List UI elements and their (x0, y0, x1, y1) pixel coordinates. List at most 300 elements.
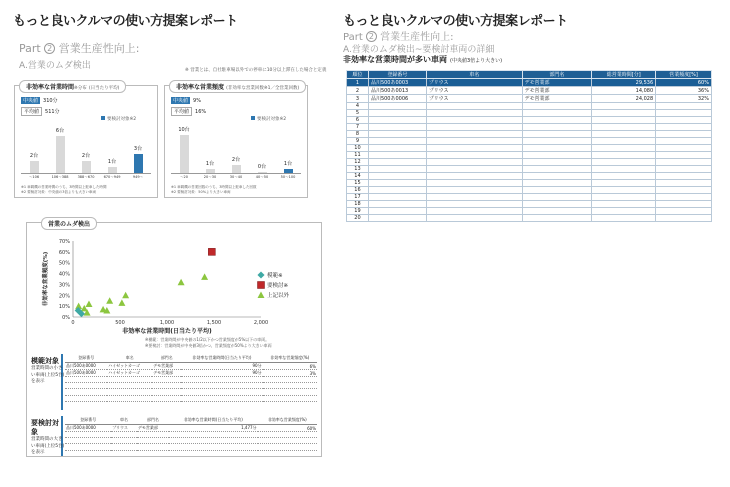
median-value: 310分 (43, 98, 58, 104)
table-cell: ハイゼットカーゴ (107, 370, 152, 377)
point-2-8 (122, 292, 129, 299)
table-cell (368, 208, 426, 215)
bar-1 (56, 136, 65, 173)
table-cell (592, 138, 656, 145)
table-cell: 14 (347, 173, 369, 180)
table-cell (368, 152, 426, 159)
bar-label-2: 2台 (81, 152, 91, 159)
table-cell (592, 173, 656, 180)
table-cell: デモ営業部 (137, 425, 169, 432)
table-row (347, 187, 712, 194)
table-cell (592, 215, 656, 222)
table-cell (522, 187, 592, 194)
table-cell (656, 110, 712, 117)
y-tick-4: 40% (58, 271, 70, 278)
table-cell (426, 117, 522, 124)
table-cell (592, 152, 656, 159)
table-cell (368, 117, 426, 124)
bar-label-1: 6台 (55, 127, 65, 134)
category-label-0: 〜106 (28, 175, 40, 179)
bar-0 (30, 161, 39, 173)
table-cell (592, 208, 656, 215)
table-row (347, 138, 712, 145)
y-tick-1: 10% (58, 304, 70, 311)
part-number: 2 (44, 43, 55, 54)
ranking-header-0: 順位 (347, 71, 369, 79)
review-section-label (31, 419, 65, 457)
ranking-table (346, 70, 712, 222)
ranking-header-3: 部門名 (522, 71, 592, 79)
card2-note-2: ※2 要検討対象：50%より大きい車両 (171, 190, 231, 194)
table-cell: 3 (347, 95, 369, 103)
left-part-heading (19, 40, 139, 56)
table-row (347, 87, 712, 95)
legend-swatch (251, 116, 255, 120)
card2-note-1: ※1 車載機の営業回数のうち、3時間以上駐車した回数 (171, 185, 257, 189)
y-tick-0: 0% (62, 315, 70, 321)
table-row (347, 79, 712, 87)
bar-4 (134, 154, 143, 173)
table-cell (656, 152, 712, 159)
y-tick-2: 20% (58, 293, 70, 300)
table-row (65, 444, 317, 450)
legend-marker-2 (258, 292, 265, 299)
definition-note: ※ 営業とは、自社駐車場以外での停車に10分以上滞在した場合と定義 (185, 68, 327, 73)
table-row (65, 395, 317, 401)
table-cell (426, 131, 522, 138)
table-cell (592, 180, 656, 187)
table-cell: プリウス (111, 425, 137, 432)
table-cell (592, 145, 656, 152)
x-tick-4: 2,000 (253, 320, 269, 326)
median-tag: 中央値 (173, 98, 189, 104)
card1-header (19, 80, 126, 93)
legend-marker-1 (258, 282, 265, 289)
table-cell (656, 173, 712, 180)
legend-label-0: 模範※ (267, 273, 283, 279)
table-cell (522, 180, 592, 187)
table-cell: 10 (347, 145, 369, 152)
right-section-title: A.営業のムダ検出~要検討車両の詳細 (343, 45, 495, 55)
table-cell (522, 110, 592, 117)
bar-label-0: 2台 (29, 152, 39, 159)
table-cell (368, 138, 426, 145)
table-cell (522, 166, 592, 173)
table-row (347, 145, 712, 152)
table-cell (656, 103, 712, 110)
list-header-1: 車名 (111, 416, 137, 425)
table-cell: 6 (347, 117, 369, 124)
list-header-3: 非効率な営業時間(日当たり平均) (181, 354, 262, 363)
bar-label-1: 1台 (205, 161, 215, 168)
table-row (65, 363, 317, 370)
table-cell (592, 187, 656, 194)
table-cell: 17 (347, 194, 369, 201)
part-number: 2 (366, 31, 377, 42)
bar-3 (108, 167, 117, 173)
table-cell (656, 145, 712, 152)
list-header-4: 非効率な営業頻度(%) (263, 354, 317, 363)
table-cell (263, 395, 317, 401)
card2-categories (171, 175, 301, 181)
bar-label-2: 2台 (231, 157, 241, 164)
point-2-10 (201, 273, 208, 280)
operating-frequency-card (164, 85, 308, 198)
y-tick-7: 70% (58, 239, 70, 245)
table-row (347, 95, 712, 103)
table-cell: 19 (347, 208, 369, 215)
table-cell (656, 138, 712, 145)
table-cell (426, 103, 522, 110)
model-list (65, 354, 317, 402)
table-cell (656, 215, 712, 222)
table-cell (368, 159, 426, 166)
table-cell (522, 194, 592, 201)
table-row (347, 201, 712, 208)
table-cell (592, 110, 656, 117)
table-cell (656, 131, 712, 138)
table-cell (426, 187, 522, 194)
table-cell (522, 208, 592, 215)
review-section-desc: 営業時間の大きい車両(上位5台)を表示 (31, 437, 65, 455)
table-cell (181, 395, 262, 401)
list-header-0: 登録番号 (65, 416, 111, 425)
bar-label-4: 3台 (133, 146, 143, 153)
model-table (65, 354, 317, 402)
table-row (347, 152, 712, 159)
right-part-heading (343, 28, 454, 43)
table-cell (522, 201, 592, 208)
table-cell (368, 166, 426, 173)
ranking-header-row (347, 71, 712, 79)
table-cell (368, 124, 426, 131)
card2-average (171, 107, 206, 116)
table-row (65, 370, 317, 377)
x-axis-label: 非効率な営業時間(日当たり平均) (122, 328, 212, 335)
table-cell (152, 395, 181, 401)
table-cell (522, 138, 592, 145)
right-report-title: もっと良いクルマの使い方提案レポート (343, 14, 568, 29)
table-cell (592, 159, 656, 166)
category-label-1: 20〜30 (203, 175, 217, 179)
table-cell: デモ営業部 (522, 95, 592, 103)
table-row (347, 103, 712, 110)
table-cell: 品川500あ0006 (368, 95, 426, 103)
part-label: Part (19, 42, 41, 55)
category-label-3: 40〜50 (255, 175, 269, 179)
left-report-title: もっと良いクルマの使い方提案レポート (13, 14, 238, 29)
table-cell (426, 208, 522, 215)
table-cell (426, 194, 522, 201)
scatter-note-1: ※模範：営業時間が中央値の1/2以下かつ営業頻度が5%以下の車両。 (145, 337, 270, 342)
table-cell (656, 166, 712, 173)
list-header-2: 部門名 (152, 354, 181, 363)
card1-average (21, 107, 60, 116)
table-row (65, 425, 317, 432)
scatter-chart (27, 229, 321, 339)
table-cell: 60% (258, 425, 317, 432)
list-header-1: 車名 (107, 354, 152, 363)
ranking-header-2: 車名 (426, 71, 522, 79)
table-cell (426, 215, 522, 222)
left-section-title: A.営業のムダ検出 (19, 61, 91, 71)
table-row (347, 117, 712, 124)
table-cell (368, 187, 426, 194)
bar-1 (206, 169, 215, 173)
table-cell: 13 (347, 166, 369, 173)
table-cell (656, 194, 712, 201)
model-section-title: 模範対象 (31, 357, 59, 365)
ranking-header-4: 総営業時間[分] (592, 71, 656, 79)
table-cell (522, 103, 592, 110)
table-cell (522, 117, 592, 124)
list-header-2: 部門名 (137, 416, 169, 425)
model-section-desc: 営業時間の小さい車両(上位5台)を表示 (31, 366, 65, 384)
point-2-9 (178, 279, 185, 286)
table-cell: 12 (347, 159, 369, 166)
table-cell: 11 (347, 152, 369, 159)
table-cell (368, 180, 426, 187)
bar-label-3: 0台 (257, 164, 267, 170)
y-tick-6: 60% (58, 249, 70, 256)
table-cell: 8 (347, 131, 369, 138)
table-cell: デモ営業部 (152, 363, 181, 370)
table-cell (368, 145, 426, 152)
category-label-2: 30〜40 (229, 175, 243, 179)
part-label: Part (343, 32, 363, 43)
table-cell (656, 187, 712, 194)
table-cell: デモ営業部 (522, 87, 592, 95)
table-cell: 1,477分 (169, 425, 258, 432)
card1-subtitle: (日当たり平均) (88, 86, 120, 91)
list-header-row (65, 354, 317, 363)
category-label-4: 50〜100 (280, 175, 296, 179)
table-cell: プリウス (426, 95, 522, 103)
ranking-title-note: (中央値3倍より大きい) (450, 58, 503, 64)
table-cell: デモ営業部 (522, 79, 592, 87)
card1-median (21, 97, 58, 104)
table-cell: 3% (263, 370, 317, 377)
point-2-7 (118, 299, 125, 306)
table-cell: プリウス (426, 79, 522, 87)
table-cell (426, 124, 522, 131)
table-cell: 15 (347, 180, 369, 187)
table-cell (522, 159, 592, 166)
table-cell: プリウス (426, 87, 522, 95)
table-cell (522, 152, 592, 159)
card1-bar-plot (21, 126, 151, 174)
card1-title-suffix: ※分布 (74, 86, 87, 91)
card1-note-1: ※1 車載機の営業時間のうち、3時間以上駐車した時間 (21, 185, 107, 189)
table-cell: 品川500あ0000 (65, 370, 107, 377)
list-header-0: 登録番号 (65, 354, 107, 363)
ranking-table-wrap (346, 70, 712, 222)
table-cell (107, 395, 152, 401)
table-cell: 18 (347, 201, 369, 208)
table-cell (522, 131, 592, 138)
table-cell (368, 201, 426, 208)
table-cell (592, 194, 656, 201)
median-tag: 中央値 (23, 98, 39, 104)
average-tag: 平均値 (21, 107, 42, 116)
list-header-row (65, 416, 317, 425)
card1-legend-label: 要検討対象※2 (107, 117, 137, 122)
table-cell (258, 444, 317, 450)
table-cell (656, 159, 712, 166)
table-cell (592, 103, 656, 110)
table-cell (522, 145, 592, 152)
bar-4 (284, 169, 293, 173)
table-cell: 品川500あ0013 (368, 87, 426, 95)
table-row (347, 166, 712, 173)
table-row (347, 194, 712, 201)
table-cell (65, 444, 111, 450)
table-row (347, 215, 712, 222)
table-row (347, 131, 712, 138)
table-cell (65, 395, 107, 401)
card2-title: 非効率な営業頻度 (176, 84, 225, 91)
table-cell: 14,080 (592, 87, 656, 95)
table-cell: 1 (347, 79, 369, 87)
table-cell: 品川500あ0000 (65, 363, 107, 370)
part-title: 営業生産性向上: (380, 32, 454, 43)
ranking-header-5: 営業頻度[%] (656, 71, 712, 79)
review-table (65, 416, 317, 451)
point-2-6 (106, 297, 113, 304)
table-cell (426, 159, 522, 166)
table-cell (656, 117, 712, 124)
review-list (65, 416, 317, 451)
legend-label-2: 上記以外 (267, 293, 290, 299)
y-tick-3: 30% (58, 282, 70, 289)
bar-2 (232, 165, 241, 173)
table-cell: 24,028 (592, 95, 656, 103)
table-row (347, 208, 712, 215)
ranking-table-title (343, 54, 502, 65)
card2-median (171, 97, 201, 104)
table-cell: 6% (263, 363, 317, 370)
x-tick-1: 500 (115, 320, 125, 326)
y-axis-label: 非効率な営業頻度(%) (43, 251, 49, 307)
table-cell (592, 166, 656, 173)
bar-label-4: 1台 (283, 161, 293, 168)
table-cell (656, 124, 712, 131)
card1-legend (101, 116, 136, 122)
card2-header (169, 80, 306, 93)
category-label-3: 670〜949 (103, 175, 121, 179)
table-cell (522, 215, 592, 222)
table-cell: 4 (347, 103, 369, 110)
average-value: 511分 (45, 109, 60, 115)
waste-detection-card (26, 222, 322, 457)
table-cell: 29,536 (592, 79, 656, 87)
table-cell (426, 201, 522, 208)
card1-categories (21, 175, 151, 181)
table-cell: 36% (656, 87, 712, 95)
table-cell (368, 194, 426, 201)
point-2-3 (85, 300, 92, 307)
table-cell (426, 110, 522, 117)
category-label-1: 106〜388 (51, 175, 69, 179)
table-cell: 9 (347, 138, 369, 145)
category-label-4: 949〜 (132, 175, 144, 179)
table-cell (656, 201, 712, 208)
table-cell: 20 (347, 215, 369, 222)
table-cell: 60% (656, 79, 712, 87)
table-cell: 90分 (181, 363, 262, 370)
table-row (347, 124, 712, 131)
average-value: 16% (195, 109, 207, 115)
table-cell (426, 138, 522, 145)
table-cell (592, 201, 656, 208)
y-tick-5: 50% (58, 260, 70, 267)
bar-3 (258, 172, 267, 173)
table-cell: ハイゼットカーゴ (107, 363, 152, 370)
bar-label-0: 10台 (178, 127, 190, 133)
bar-0 (180, 135, 189, 173)
table-cell (656, 180, 712, 187)
x-tick-2: 1,000 (159, 320, 175, 326)
category-label-2: 388〜670 (77, 175, 95, 179)
table-cell (368, 103, 426, 110)
category-label-0: 〜20 (180, 175, 188, 179)
operating-time-card (14, 85, 158, 198)
table-cell: デモ営業部 (152, 370, 181, 377)
table-cell (111, 444, 137, 450)
ranking-title-text: 非効率な営業時間が多い車両 (343, 55, 447, 64)
table-cell (592, 124, 656, 131)
table-cell: 品川500あ0000 (65, 425, 111, 432)
legend-label-1: 要検討※ (267, 283, 289, 289)
card1-title: 非効率な営業時間 (26, 84, 75, 91)
table-cell (656, 208, 712, 215)
legend-swatch (101, 116, 105, 120)
table-cell (137, 444, 169, 450)
table-cell: 5 (347, 110, 369, 117)
legend-marker-0 (257, 271, 264, 278)
table-cell: 品川500あ0003 (368, 79, 426, 87)
table-cell (522, 124, 592, 131)
x-tick-3: 1,500 (206, 320, 222, 326)
table-cell (426, 145, 522, 152)
table-cell (426, 152, 522, 159)
table-cell: 32% (656, 95, 712, 103)
table-cell (592, 117, 656, 124)
table-cell (368, 215, 426, 222)
table-cell (426, 166, 522, 173)
table-cell: 2 (347, 87, 369, 95)
table-cell (522, 173, 592, 180)
part-title: 営業生産性向上: (58, 42, 140, 55)
card2-bar-plot (171, 126, 301, 174)
table-cell (426, 180, 522, 187)
point-1-0 (208, 248, 215, 255)
table-cell (368, 131, 426, 138)
scatter-note-2: ※要検討：営業時間が中央値3倍かつ、営業頻度が50%より大きい車両 (145, 343, 272, 348)
list-header-4: 非効率な営業頻度(%) (258, 416, 317, 425)
model-section-label (31, 357, 65, 386)
table-cell: 7 (347, 124, 369, 131)
x-tick-0: 0 (71, 320, 75, 326)
card2-legend (251, 116, 286, 122)
table-cell (169, 444, 258, 450)
table-row (347, 180, 712, 187)
median-value: 9% (193, 98, 201, 104)
table-cell (592, 131, 656, 138)
table-row (347, 110, 712, 117)
list-header-3: 非効率な営業時間(日当たり平均) (169, 416, 258, 425)
table-cell (426, 173, 522, 180)
